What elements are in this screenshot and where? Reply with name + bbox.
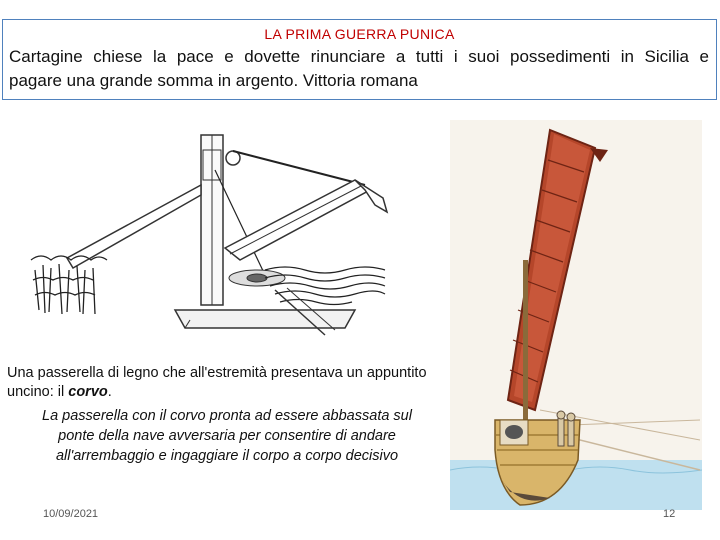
slide-subtitle xyxy=(9,45,709,93)
subtitle-line-1: Cartagine chiese la pace e dovette rinunciare a tutti i suoi possedimenti in Sicilia e xyxy=(9,47,709,66)
ship-caption xyxy=(7,406,447,466)
corvus-caption xyxy=(7,364,427,402)
caption1-bold-term: corvo xyxy=(68,384,108,400)
title-box xyxy=(2,19,717,100)
ship-corvus-image xyxy=(450,120,702,510)
slide-title: LA PRIMA GUERRA PUNICA xyxy=(264,26,455,42)
footer-date: 10/09/2021 xyxy=(43,508,99,520)
caption2-line-1: La passerella con il corvo pronta ad essere abbassata sul xyxy=(42,408,412,424)
caption2-line-2: ponte della nave avversaria per consentire di andare xyxy=(58,428,396,444)
corvus-diagram-image xyxy=(25,130,405,350)
caption1-end: . xyxy=(107,384,112,400)
caption2-line-3: all'arrembaggio e ingaggiare il corpo a corpo decisivo xyxy=(55,448,399,464)
subtitle-line-2: pagare una grande somma in argento. Vittoria romana xyxy=(9,71,418,90)
caption1-text: Una passerella di legno che all'estremità presentava un appuntito uncino: il xyxy=(7,365,427,400)
page-number: 12 xyxy=(663,508,676,520)
